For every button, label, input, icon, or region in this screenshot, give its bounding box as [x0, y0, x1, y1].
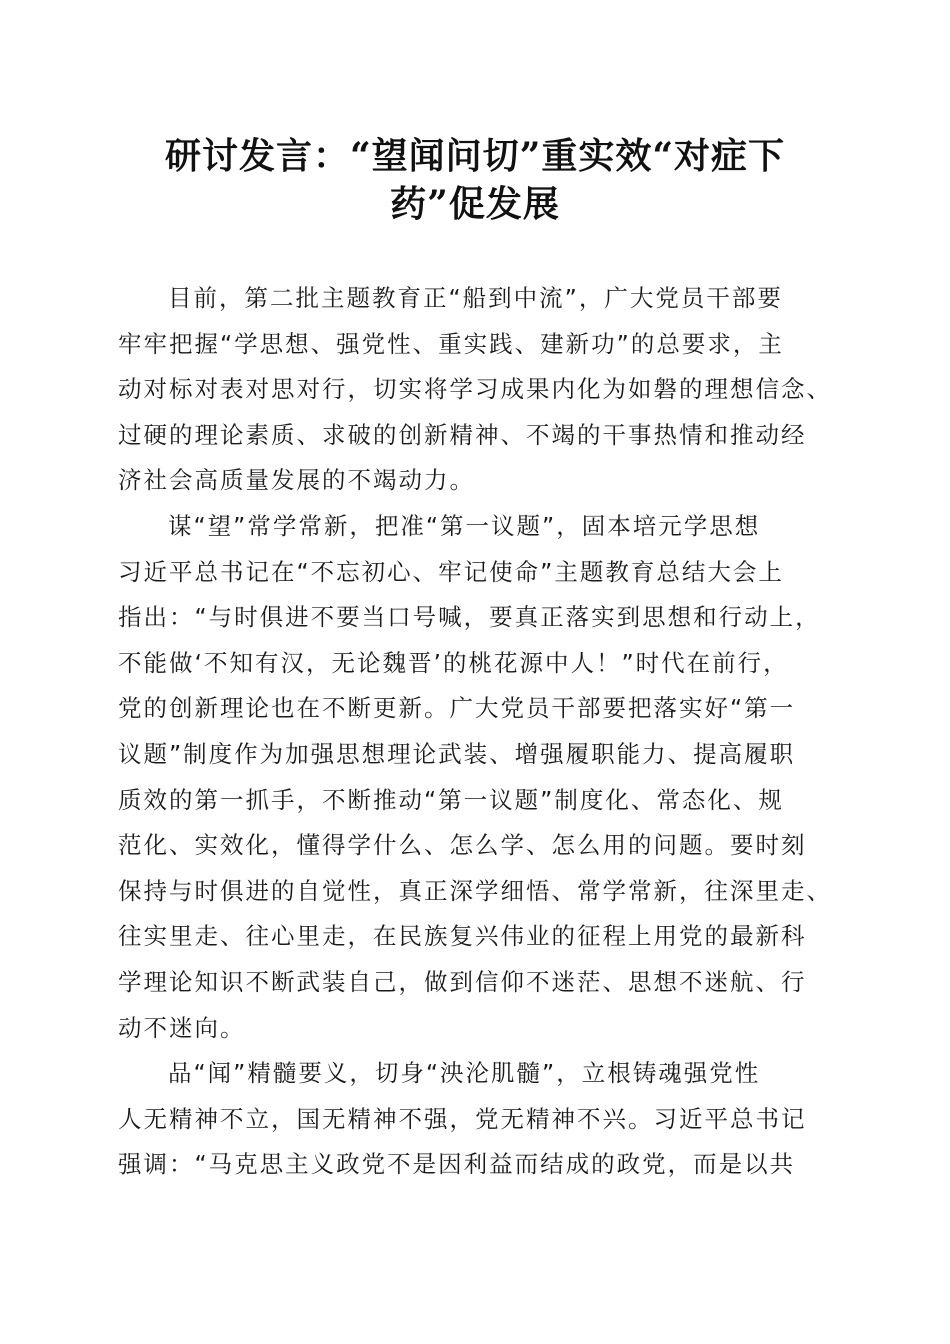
title-line-2: 药”促发展 — [390, 183, 560, 225]
text-line: 牢牢把握“学思想、强党性、重实践、建新功”的总要求，主 — [118, 329, 784, 358]
text-line: 不能做‘不知有汉，无论魏晋’的桃花源中人！”时代在前行， — [118, 648, 789, 677]
text-line: 指出：“与时俱进不要当口号喊，要真正落实到思想和行动上， — [118, 603, 821, 632]
paragraph-3 — [118, 1051, 848, 1188]
text-line: 范化、实效化，懂得学什么、怎么学、怎么用的问题。要时刻 — [118, 831, 807, 860]
title-line-1: 研讨发言：“望闻问切”重实效“对症下 — [164, 135, 786, 177]
text-line: 学理论知识不断武装自己，做到信仰不迷茫、思想不迷航、行 — [118, 967, 807, 996]
text-line: 习近平总书记在“不忘初心、牢记使命”主题教育总结大会上 — [118, 557, 784, 586]
text-line: 保持与时俱进的自觉性，真正深学细悟、常学常新，往深里走、 — [118, 876, 832, 905]
text-line: 谋“望”常学常新，把准“第一议题”，固本培元学思想 — [168, 511, 761, 540]
text-line: 品“闻”精髓要义，切身“泱沦肌髓”，立根铸魂强党性 — [168, 1059, 761, 1088]
paragraph-1 — [118, 276, 848, 504]
text-line: 济社会高质量发展的不竭动力。 — [118, 466, 475, 495]
text-line: 议题”制度作为加强思想理论武装、增强履职能力、提高履职 — [118, 739, 796, 768]
text-line: 往实里走、往心里走，在民族复兴伟业的征程上用党的最新科 — [118, 922, 807, 951]
text-line: 强调：“马克思主义政党不是因利益而结成的政党，而是以共 — [118, 1150, 796, 1179]
text-line: 党的创新理论也在不断更新。广大党员干部要把落实好“第一 — [118, 694, 796, 723]
text-line: 过硬的理论素质、求破的创新精神、不竭的干事热情和推动经 — [118, 420, 807, 449]
text-line: 目前，第二批主题教育正“船到中流”，广大党员干部要 — [168, 284, 783, 312]
text-line: 动不迷向。 — [118, 1013, 246, 1042]
text-line: 动对标对表对思对行，切实将学习成果内化为如磐的理想信念、 — [118, 375, 832, 404]
text-line: 质效的第一抓手，不断推动“第一议题”制度化、常态化、规 — [118, 785, 784, 814]
paragraph-2 — [118, 504, 848, 1051]
text-line: 人无精神不立，国无精神不强，党无精神不兴。习近平总书记 — [118, 1104, 807, 1133]
document-body — [118, 276, 848, 1188]
document-title — [120, 132, 830, 228]
